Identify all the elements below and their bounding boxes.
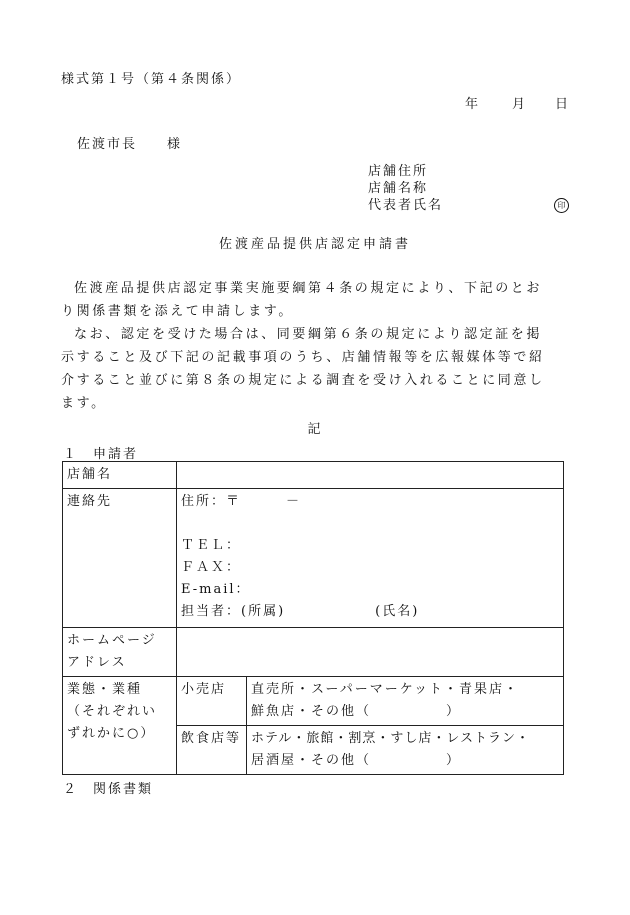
- store-name-cell-label: 店舗名: [63, 462, 177, 489]
- restaurant-options[interactable]: [247, 726, 564, 775]
- section-2-heading: ２ 関係書類: [63, 782, 154, 797]
- retail-options[interactable]: [247, 677, 564, 726]
- seal-mark: 印: [554, 198, 569, 213]
- retail-label: 小売店: [177, 677, 247, 726]
- homepage-cell-label: [63, 628, 177, 677]
- homepage-value[interactable]: [177, 628, 564, 677]
- addressee: 佐渡市長 様: [77, 137, 183, 152]
- business-cell-label: [63, 677, 177, 775]
- date-year: 年: [465, 97, 481, 112]
- retail-options-line-1: 直売所・スーパーマーケット・青果店・: [251, 682, 520, 697]
- contact-email: E-mail：: [181, 582, 251, 597]
- table-row: [63, 628, 564, 677]
- contact-person: 担当者：(所属) (氏名): [181, 604, 420, 619]
- retail-options-line-2: 鮮魚店・その他（ ）: [251, 704, 462, 719]
- store-name-label: 店舗名称: [368, 181, 429, 196]
- contact-value[interactable]: [177, 489, 564, 628]
- applicant-table: [62, 461, 564, 775]
- contact-blank: [181, 513, 559, 535]
- date-month: 月: [512, 97, 528, 112]
- contact-fax: ＦＡＸ：: [181, 560, 242, 575]
- applicant-block: [368, 163, 443, 214]
- document-title: 佐渡産品提供店認定申請書: [218, 237, 411, 252]
- business-label-line-2: （それぞれい: [67, 704, 158, 719]
- homepage-label-line-1: ホームページ: [67, 633, 157, 648]
- body-paragraph-1: 佐渡産品提供店認定事業実施要綱第４条の規定により、下記のとおり関係書類を添えて申請します。: [61, 281, 543, 319]
- table-row: [63, 677, 564, 726]
- body-paragraph-2: なお、認定を受けた場合は、同要綱第６条の規定により認定証を掲示すること及び下記の記載事項のうち、店舗情報等を広報媒体等で紹介すること並びに第８条の規定による調査を受け入れることに同意します。: [61, 327, 545, 411]
- ki-heading: 記: [307, 422, 323, 437]
- representative-label: 代表者氏名: [368, 198, 444, 213]
- restaurant-label: 飲食店等: [177, 726, 247, 775]
- store-address-label: 店舗住所: [368, 164, 429, 179]
- business-label-line-1: 業態・業種: [67, 682, 143, 697]
- business-label-line-3: ずれかに○）: [67, 726, 156, 741]
- store-name-value[interactable]: [177, 462, 564, 489]
- date-line: [465, 93, 570, 112]
- restaurant-options-line-1: ホテル・旅館・割烹・すし店・レストラン・: [251, 731, 530, 746]
- contact-tel: ＴＥＬ：: [181, 538, 242, 553]
- restaurant-options-line-2: 居酒屋・その他（ ）: [251, 753, 462, 768]
- table-row: [63, 462, 564, 489]
- date-day: 日: [555, 97, 571, 112]
- contact-cell-label: 連絡先: [63, 489, 177, 628]
- section-1-heading: １ 申請者: [63, 447, 139, 462]
- homepage-label-line-2: アドレス: [67, 655, 127, 670]
- contact-address: 住所：〒 －: [181, 494, 302, 509]
- table-row: [63, 489, 564, 628]
- form-number: 様式第１号（第４条関係）: [61, 72, 242, 87]
